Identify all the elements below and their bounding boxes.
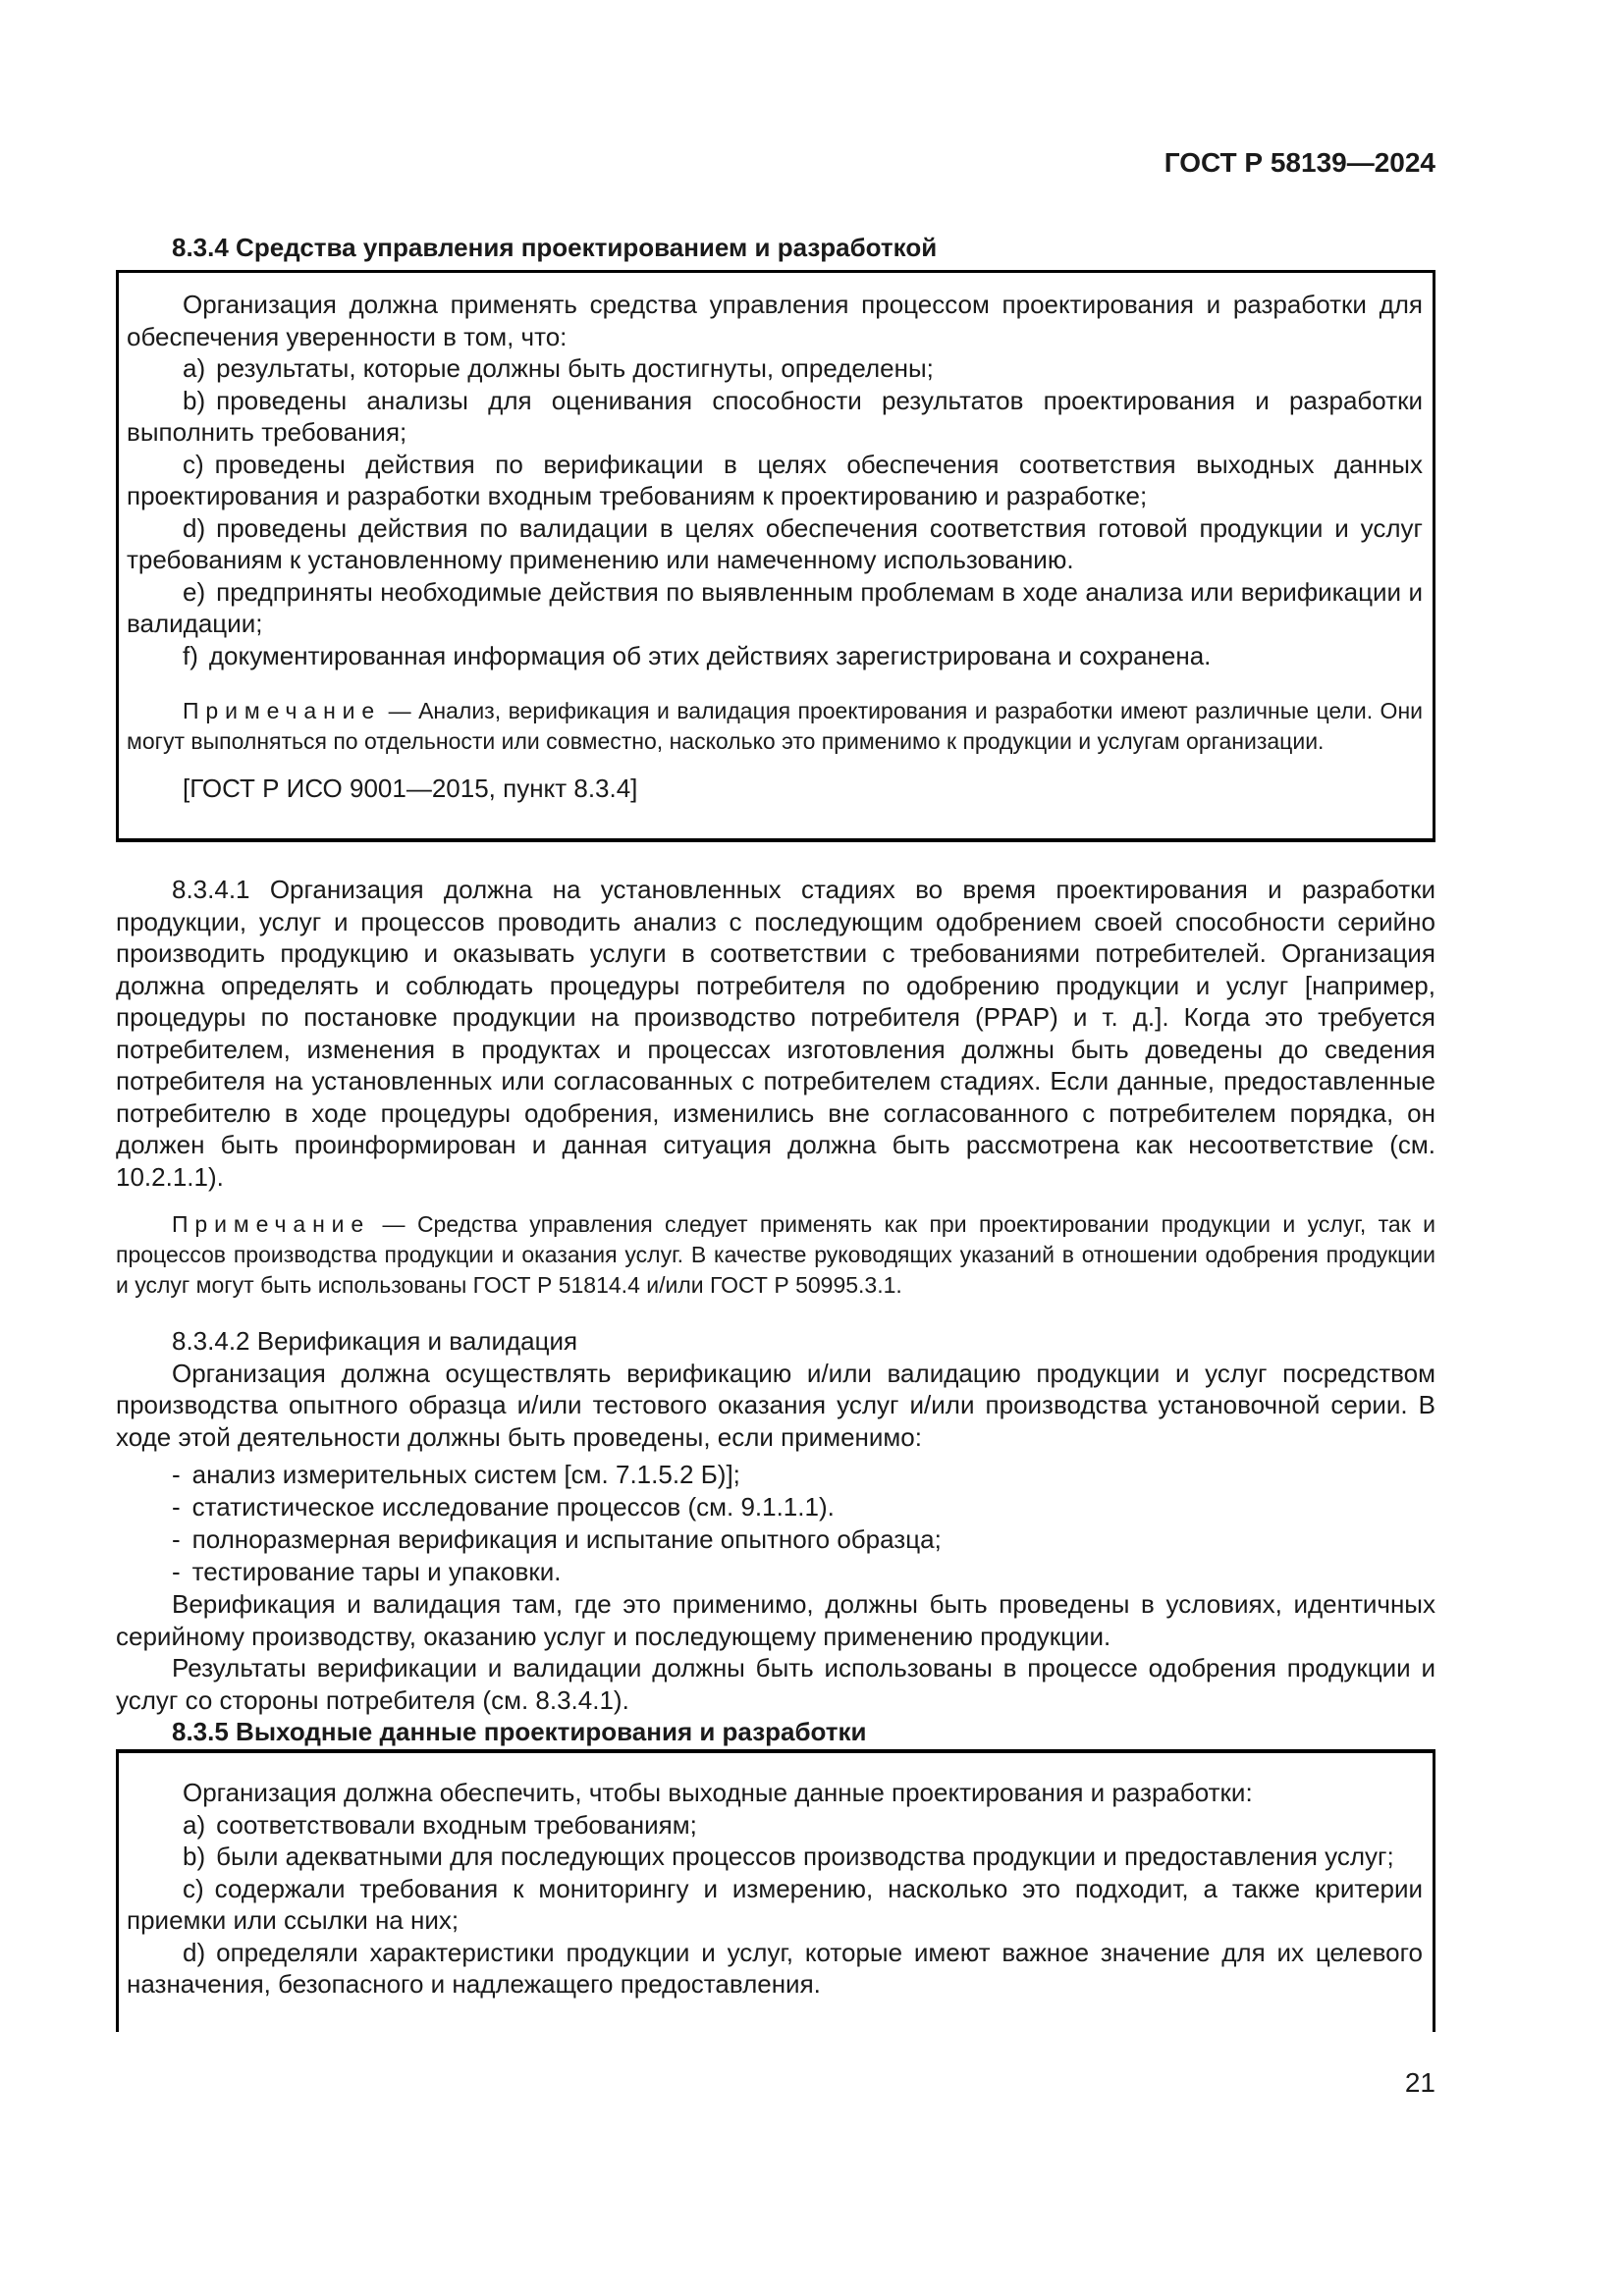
list-item	[127, 352, 1423, 385]
bullet-dash: -	[172, 1524, 181, 1554]
list-item	[127, 1841, 1423, 1873]
list-item-text: предприняты необходимые действия по выявленным проблемам в ходе анализа или верификации и валидации;	[127, 576, 1423, 638]
note-text: — Средства управления следует применять как при проектировании продукции и услуг, так и процессов производства продукции и оказания услуг. В качестве руководящих указаний в отношении одобрения продукции и услуг могут быть использованы ГОСТ Р 51814.4 и/или ГОСТ Р 50995.3.1.	[116, 1211, 1436, 1298]
list-item-label: d)	[183, 1937, 206, 1967]
note-text: — Анализ, верификация и валидация проектирования и разработки имеют различные цели. Они могут выполняться по отдельности или совместно, насколько это применимо к продукции и услугам организации.	[127, 698, 1423, 754]
list-item-label: c)	[183, 449, 204, 479]
list-item	[116, 1523, 1435, 1556]
bullet-dash: -	[172, 1460, 181, 1489]
list-item	[127, 512, 1423, 576]
section-8-3-4-1	[116, 874, 1435, 1193]
bullet-list	[116, 1459, 1435, 1588]
list-item-text: анализ измерительных систем [см. 7.1.5.2 Б)];	[191, 1460, 740, 1489]
list-item-label: c)	[183, 1873, 204, 1903]
note-label: Примечание	[172, 1211, 371, 1237]
bullet-dash: -	[172, 1557, 181, 1586]
list-item-label: e)	[183, 576, 206, 607]
paragraph: Верификация и валидация там, где это применимо, должны быть проведены в условиях, идентичных серийному производству, оказанию услуг и последующему применению продукции.	[116, 1589, 1435, 1651]
note-label: Примечание	[183, 698, 382, 723]
paragraph: Организация должна осуществлять верификацию и/или валидацию продукции и услуг посредством производства опытного образца и/или тестового оказания услуг и/или производства установочной серии. В ходе этой деятельности должны быть проведены, если применимо:	[116, 1358, 1435, 1452]
list-item-text: проведены действия по валидации в целях обеспечения соответствия готовой продукции и услуг требованиям к установленному применению или намеченному использованию.	[127, 512, 1423, 574]
list-item-text: тестирование тары и упаковки.	[191, 1557, 562, 1586]
page-number: 21	[1404, 2067, 1435, 2098]
list-item-text: полноразмерная верификация и испытание опытного образца;	[191, 1524, 942, 1554]
paragraph: Организация должна применять средства управления процессом проектирования и разработки для обеспечения уверенности в том, что:	[127, 290, 1423, 351]
section-heading-8-3-4	[116, 232, 1435, 264]
list-item-text: определяли характеристики продукции и услуг, которые имеют важное значение для их целевого назначения, безопасного и надлежащего предоставления.	[127, 1937, 1423, 1999]
list-item-label: a)	[183, 353, 206, 383]
section-heading-8-3-5: 8.3.5 Выходные данные проектирования и разработки	[172, 1717, 867, 1746]
subsection-heading: 8.3.4.2 Верификация и валидация	[172, 1326, 578, 1356]
list-item	[127, 1937, 1423, 2001]
list-item-label: b)	[183, 385, 206, 415]
bullet-dash: -	[172, 1492, 181, 1522]
list-item	[116, 1491, 1435, 1523]
quote-box-8-3-4	[116, 270, 1435, 842]
list-item-text: документированная информация об этих действиях зарегистрирована и сохранена.	[208, 640, 1212, 670]
list-item-text: статистическое исследование процессов (см. 9.1.1.1).	[191, 1492, 835, 1522]
list-item	[127, 576, 1423, 640]
list-item-text: проведены действия по верификации в целях обеспечения соответствия выходных данных проектирования и разработки входным требованиям к проектированию и разработке;	[127, 449, 1423, 510]
list-item	[127, 385, 1423, 449]
paragraph: Результаты верификации и валидации должны быть использованы в процессе одобрения продукции и услуг со стороны потребителя (см. 8.3.4.1).	[116, 1653, 1435, 1715]
list-item	[127, 1873, 1423, 1937]
list-item-text: содержали требования к мониторингу и измерению, насколько это подходит, а также критерии приемки или ссылки на них;	[127, 1873, 1423, 1935]
note	[127, 696, 1423, 757]
list-item-label: f)	[183, 640, 198, 670]
list-item-label: b)	[183, 1842, 206, 1871]
section-8-3-4-2	[116, 1325, 1435, 1748]
list-item	[116, 1556, 1435, 1588]
citation: [ГОСТ Р ИСО 9001—2015, пункт 8.3.4]	[183, 774, 638, 803]
list-item-label: a)	[183, 1809, 206, 1840]
list-item-text: соответствовали входным требованиям;	[216, 1809, 697, 1840]
paragraph: Организация должна обеспечить, чтобы выходные данные проектирования и разработки:	[183, 1778, 1253, 1807]
list-item-label: d)	[183, 512, 206, 543]
quote-box-8-3-5	[116, 1749, 1435, 2032]
list-item	[127, 449, 1423, 512]
list-item	[127, 1809, 1423, 1842]
running-header: ГОСТ Р 58139—2024	[1164, 147, 1435, 178]
heading-text: 8.3.4 Средства управления проектированием и разработкой	[172, 233, 938, 262]
list-item	[127, 640, 1423, 672]
list-item-text: результаты, которые должны быть достигнуты, определены;	[216, 353, 934, 383]
list-item-text: были адекватными для последующих процессов производства продукции и предоставления услуг;	[216, 1842, 1394, 1871]
list-item	[116, 1459, 1435, 1491]
paragraph: 8.3.4.1 Организация должна на установленных стадиях во время проектирования и разработки продукции, услуг и процессов проводить анализ с последующим одобрением своей способности серийно производить продукцию и оказывать услуги в соответствии с требованиями потребителей. Организация должна определять и соблюдать процедуры потребителя по одобрению продукции и услуг [например, процедуры по постановке продукции на производство потребителя (PPAP) и т. д.]. Когда это требуется потребителем, изменения в продуктах и процессах изготовления должны быть доведены до сведения потребителя на установленных или согласованных с потребителем стадиях. Если данные, предоставленные потребителю в ходе процедуры одобрения, изменились вне согласованного с потребителем порядка, он должен быть проинформирован и данная ситуация должна быть рассмотрена как несоответствие (см. 10.2.1.1).	[116, 875, 1435, 1192]
note	[116, 1209, 1435, 1301]
list-item-text: проведены анализы для оценивания способности результатов проектирования и разработки выполнить требования;	[127, 385, 1423, 447]
